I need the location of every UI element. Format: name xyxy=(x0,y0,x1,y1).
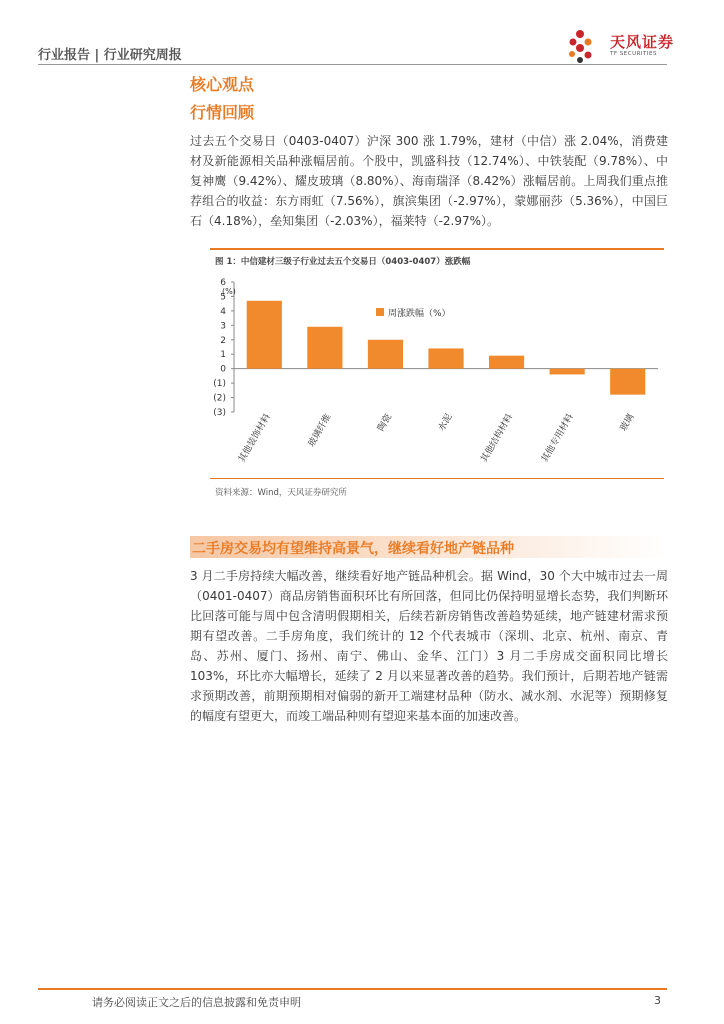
figure-title: 图 1：中信建材三级子行业过去五个交易日（0403-0407）涨跌幅 xyxy=(215,257,471,267)
y-tick-label: 0 xyxy=(220,364,226,375)
bar-5 xyxy=(489,356,524,369)
y-tick-label: 4 xyxy=(220,306,226,317)
figure-source: 资料来源：Wind，天风证券研究所 xyxy=(215,488,347,498)
y-tick-label: (1) xyxy=(213,379,226,390)
y-tick-label: 2 xyxy=(220,335,226,346)
bar-chart xyxy=(200,272,660,472)
legend-label: 周涨跌幅（%） xyxy=(388,309,451,319)
tf-securities-logo-icon xyxy=(566,28,606,64)
y-tick-label: (2) xyxy=(213,393,226,404)
x-category-label: 其他专用材料 xyxy=(540,412,576,465)
bar-7 xyxy=(610,369,645,395)
figure-top-rule xyxy=(210,248,664,250)
second-hand-housing-paragraph: 3 月二手房持续大幅改善，继续看好地产链品种机会。据 Wind，30 个大中城市过去一周（0401-0407）商品房销售面积环比有所回落，但同比仍保持明显增长态势，我们判断环比回落可能与周中包含清明假期相关，后续若新房销售改善趋势延续，地产链建材需求预期有望改善。二手房角度，我们统计的 12 个代表城市（深圳、北京、杭州、南京、青岛、苏州、厦门、扬州、南宁、佛山、金华、江门）3 月二手房成交面积同比增长 103%，环比亦大幅增长，延续了 2 月以来显著改善的趋势。我们预计，后期若地产链需求预期改善，前期预期相对偏弱的新开工端建材品种（防水、减水剂、水泥等）预期修复的幅度有望更大，而竣工端品种则有望迎来基本面的加速改善。 xyxy=(190,569,668,723)
y-tick-label: 1 xyxy=(220,350,226,361)
bar-3 xyxy=(368,340,403,369)
disclaimer-footer: 请务必阅读正文之后的信息披露和免责申明 xyxy=(92,996,301,1009)
page-number: 3 xyxy=(654,994,661,1007)
x-category-label: 玻璃 xyxy=(618,412,637,434)
x-category-label: 其他结构材料 xyxy=(479,412,516,465)
footer-rule xyxy=(38,988,667,990)
report-type-header: 行业报告 | 行业研究周报 xyxy=(38,48,182,63)
header-divider xyxy=(38,64,667,65)
section-banner-title: 二手房交易均有望维持高景气，继续看好地产链品种 xyxy=(192,541,514,557)
y-tick-label: 5 xyxy=(220,292,226,303)
y-unit-label: (%) xyxy=(222,287,236,296)
y-tick-label: (3) xyxy=(213,408,226,418)
bar-1 xyxy=(247,301,282,369)
logo-text: 天风证券 xyxy=(610,33,675,51)
x-category-label: 其他装饰材料 xyxy=(237,412,273,465)
bar-6 xyxy=(550,369,585,375)
market-review-title: 行情回顾 xyxy=(190,103,255,122)
core-view-title: 核心观点 xyxy=(190,75,255,94)
y-tick-label: 6 xyxy=(220,278,226,288)
bar-2 xyxy=(307,327,342,369)
figure-bottom-rule xyxy=(210,478,664,479)
x-category-label: 玻璃纤维 xyxy=(306,412,334,449)
logo-subtext: TF SECURITIES xyxy=(610,51,657,57)
y-tick-label: 3 xyxy=(220,321,226,332)
market-review-paragraph: 过去五个交易日（0403-0407）沪深 300 涨 1.79%，建材（中信）涨 2.04%，消费建材及新能源相关品种涨幅居前。个股中，凯盛科技（12.74%）、中铁装配（9.78%）、中复神鹰（9.42%）、耀皮玻璃（8.80%）、海南瑞泽（8.42%）涨幅居前。上周我们重点推荐组合的收益：东方雨虹（7.56%），旗滨集团（-2.97%），蒙娜丽莎（5.36%），中国巨石（4.18%），垒知集团（-2.03%），福莱特（-2.97%）。 xyxy=(190,134,668,228)
bar-4 xyxy=(428,348,463,368)
x-category-label: 陶瓷 xyxy=(376,412,395,434)
legend-swatch xyxy=(376,308,384,316)
x-category-label: 水泥 xyxy=(436,412,455,434)
